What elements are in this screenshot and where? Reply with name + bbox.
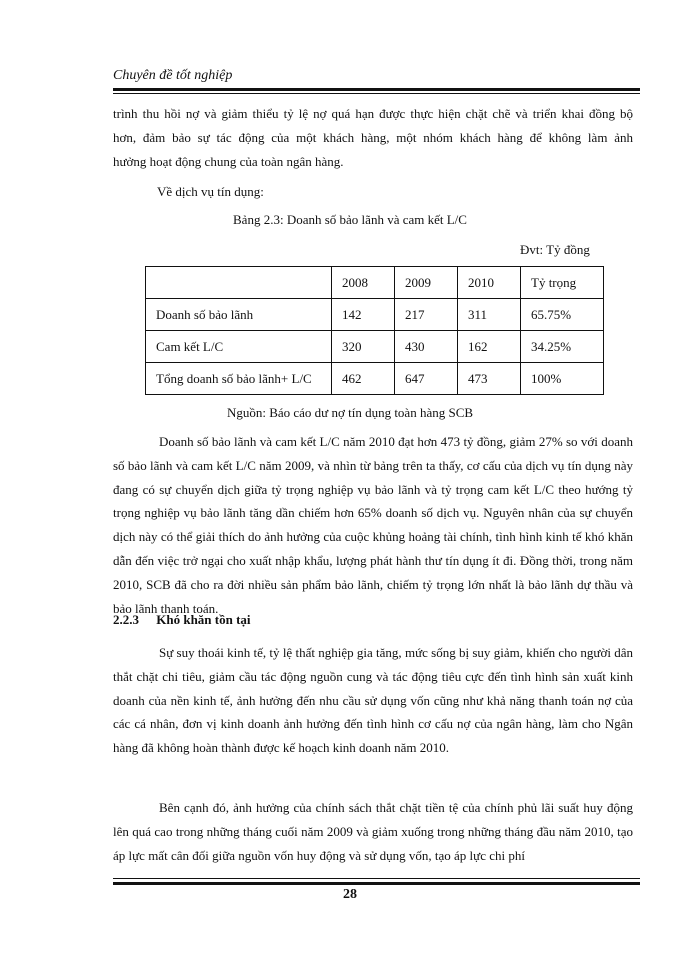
cell-2008: 142: [332, 299, 395, 331]
section-title: Khó khăn tồn tại: [156, 612, 251, 627]
running-header-title: Chuyên đề tốt nghiệp: [113, 68, 233, 83]
table-header-cell: Tỷ trọng: [521, 267, 604, 299]
section-paragraph-2: Bên cạnh đó, ảnh hưởng của chính sách thắt chặt tiền tệ của chính phủ lãi suất huy động lên quá cao trong những tháng cuối năm 2009 và giảm xuống trong những tháng đầu năm 2010, tạo áp lực mất cân đối giữa nguồn vốn huy động và sử dụng vốn, tạo áp lực chi phí: [113, 800, 633, 863]
header-rule-thin: [113, 93, 640, 94]
cell-share: 34.25%: [521, 331, 604, 363]
table-header-cell: [146, 267, 332, 299]
row-label: Doanh số bảo lãnh: [146, 299, 332, 331]
table-header-cell: 2010: [458, 267, 521, 299]
cell-2008: 462: [332, 363, 395, 395]
page-number: 28: [343, 887, 357, 902]
table-row: [146, 363, 604, 395]
section-number: 2.2.3: [113, 612, 139, 627]
cell-share: 100%: [521, 363, 604, 395]
cell-share: 65.75%: [521, 299, 604, 331]
section-heading: [113, 612, 251, 628]
table-header-cell: 2008: [332, 267, 395, 299]
cell-2009: 647: [395, 363, 458, 395]
table-source: Nguồn: Báo cáo dư nợ tín dụng toàn hàng SCB: [226, 405, 474, 420]
header-rule-thick: [113, 88, 640, 91]
footer-rule-thick: [113, 882, 640, 885]
intro-line-3: hưởng hoạt động chung của toàn ngân hàng.: [113, 153, 344, 169]
cell-2009: 430: [395, 331, 458, 363]
table-header-row: [146, 267, 604, 299]
cell-2010: 162: [458, 331, 521, 363]
row-label: Cam kết L/C: [146, 331, 332, 363]
section-paragraph-1: Sự suy thoái kinh tế, tỷ lệ thất nghiệp gia tăng, mức sống bị suy giảm, khiến cho người dân thắt chặt chi tiêu, giảm cầu tác động nguồn cung và tác động tiêu cực đến tình hình sản xuất kinh doanh của nền kinh tế, ảnh hưởng đến nhu cầu sử dụng vốn cũng như khả năng thanh toán nợ của các cá nhân, đơn vị kinh doanh ảnh hưởng đến tình hình cơ cấu nợ của ngân hàng, làm cho Ngân hàng đã không hoàn thành được kế hoạch kinh doanh năm 2010.: [113, 645, 633, 756]
cell-2010: 473: [458, 363, 521, 395]
intro-line-1: trình thu hồi nợ và giảm thiểu tỷ lệ nợ quá hạn được thực hiện chặt chẽ và triển khai đồng bộ: [113, 106, 633, 121]
guarantee-lc-table: [145, 266, 604, 395]
cell-2010: 311: [458, 299, 521, 331]
intro-line-2: hơn, đảm bảo sự tác động của một khách hàng, một nhóm khách hàng để không làm ảnh: [113, 129, 633, 145]
cell-2009: 217: [395, 299, 458, 331]
credit-services-label: Về dịch vụ tín dụng:: [157, 184, 264, 199]
table-unit: Đvt: Tỷ đồng: [520, 242, 590, 257]
table-header-cell: 2009: [395, 267, 458, 299]
footer-rule-thin: [113, 878, 640, 879]
row-label: Tổng doanh số bảo lãnh+ L/C: [146, 363, 332, 395]
table-row: [146, 299, 604, 331]
table-row: [146, 331, 604, 363]
table-caption: Bảng 2.3: Doanh số bảo lãnh và cam kết L/C: [233, 212, 467, 227]
cell-2008: 320: [332, 331, 395, 363]
analysis-paragraph: Doanh số bảo lãnh và cam kết L/C năm 2010 đạt hơn 473 tỷ đồng, giảm 27% so với doanh số bảo lãnh và cam kết L/C năm 2009, và nhìn từ bảng trên ta thấy, cơ cấu của dịch vụ tín dụng này đang có sự chuyển dịch giữa tỷ trọng nghiệp vụ bảo lãnh và tỷ trọng cam kết L/C theo hướng tỷ trọng nghiệp vụ bảo lãnh tăng dần chiếm hơn 65% doanh số dịch vụ. Nguyên nhân của sự chuyển dịch này có thể giải thích do ảnh hưởng của cuộc khủng hoảng tài chính, tình hình kinh tế khó khăn dẫn đến việc trở ngại cho xuất nhập khẩu, lượng phát hành thư tín dụng ít đi. Đồng thời, trong năm 2010, SCB đã cho ra đời nhiều sản phẩm bảo lãnh, chiếm tỷ trọng lớn nhất là bảo lãnh dự thầu và bảo lãnh thanh toán.: [113, 434, 633, 616]
intro-paragraph: [113, 102, 633, 173]
